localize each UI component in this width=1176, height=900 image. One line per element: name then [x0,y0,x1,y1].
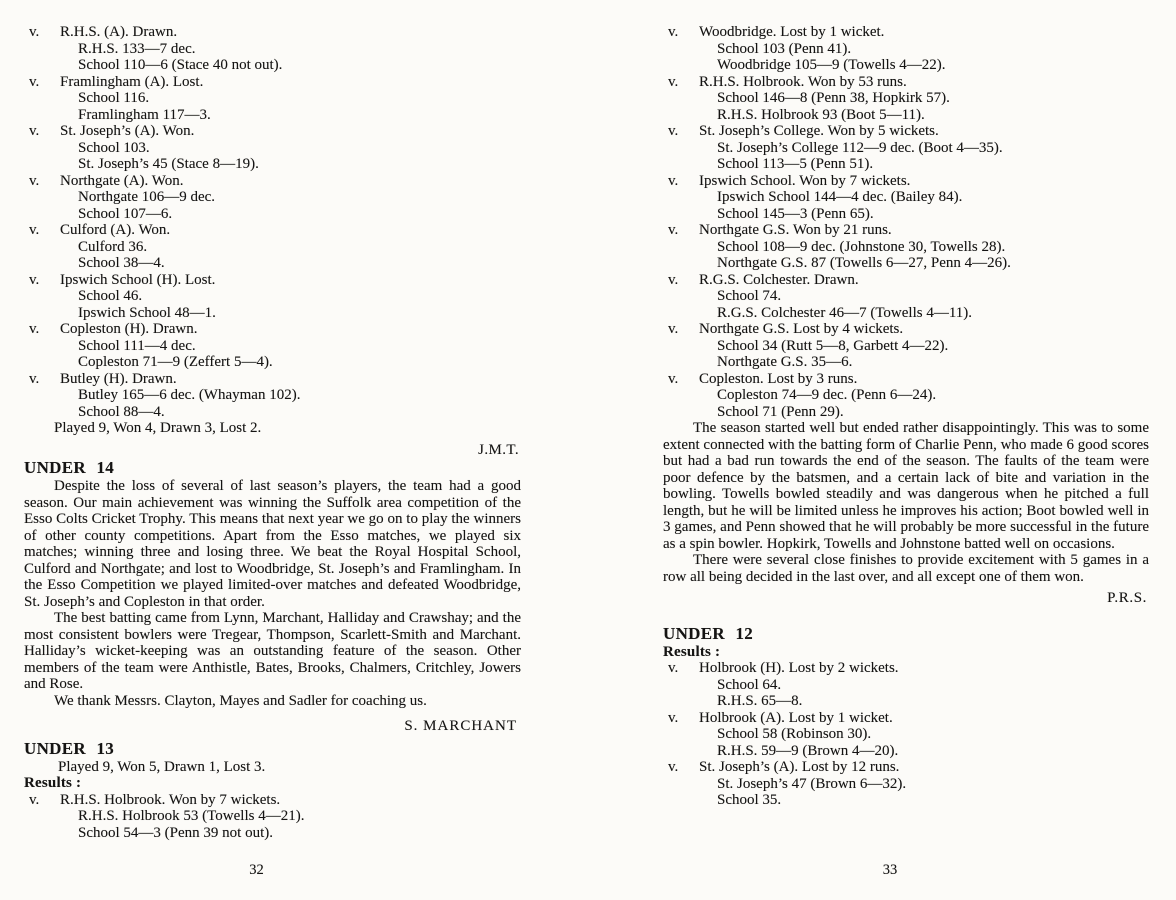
score-line: School 71 (Penn 29). [717,403,844,420]
match-result [663,74,1149,124]
match-title: Northgate (A). Won. [60,172,184,189]
versus-label: v. [668,123,679,139]
versus-label: v. [29,370,40,387]
under-13-results-label: Results : [24,775,82,791]
score-line: School 74. [717,288,782,304]
match-result [663,321,1149,371]
score-line: Butley 165—6 dec. (Whayman 102). [78,387,301,403]
under-13-results-list [24,792,521,842]
match-title: Holbrook (A). Lost by 1 wicket. [699,709,893,726]
score-line: School 111—4 dec. [78,337,196,354]
match-result [663,371,1149,421]
score-line: Ipswich School 144—4 dec. (Bailey 84). [717,189,963,205]
match-title: R.G.S. Colchester. Drawn. [699,271,859,288]
score-line: School 116. [78,90,150,106]
score-line: School 64. [717,676,782,693]
versus-label: v. [668,172,679,189]
score-line: School 146—8 (Penn 38, Hopkirk 57). [717,90,950,106]
under-13-report-paragraph-2: There were several close finishes to provide excitement with 5 games in a row all being decided in the last over, and all except one of them won. [663,552,1149,585]
first-xi-results-list [24,24,521,420]
match-result [663,24,1149,74]
match-result [24,222,521,272]
versus-label: v. [668,73,679,90]
signature-marchant: S. MARCHANT [404,718,517,734]
under-14-heading: UNDER 14 [24,458,115,477]
versus-label: v. [668,759,679,775]
score-line: School 46. [78,288,143,304]
match-result [663,710,1149,760]
page-33 [663,24,1149,900]
versus-label: v. [668,271,679,288]
score-line: Northgate 106—9 dec. [78,189,216,205]
first-xi-summary: Played 9, Won 4, Drawn 3, Lost 2. [54,420,262,436]
page-number-32: 32 [249,861,264,878]
page-32 [24,24,521,900]
versus-label: v. [29,222,40,238]
under-12-results-label: Results : [663,643,721,660]
under-14-paragraph-1: Despite the loss of several of last season’s players, the team had a good season. Our main achievement was winning the Suffolk area competition of the Esso Colts Cricket Trophy. This means that next year we go on to play the winners of other county competitions. Apart from the Esso matches, we played six matches; winning three and losing three. We beat the Royal Hospital School, Culford and Northgate; and lost to Woodbridge, St. Joseph’s and Framlingham. In the Esso Competition we played limited-over matches and defeated Woodbridge, St. Joseph’s and Copleston in that order. [24,478,521,610]
match-title: R.H.S. Holbrook. Won by 53 runs. [699,73,907,90]
score-line: Framlingham 117—3. [78,106,211,123]
versus-label: v. [668,660,679,676]
match-result [663,660,1149,710]
score-line: School 110—6 (Stace 40 not out). [78,57,283,73]
versus-label: v. [29,271,40,288]
under-14-paragraph-3: We thank Messrs. Clayton, Mayes and Sadler for coaching us. [54,692,427,709]
score-line: School 103. [78,139,150,156]
match-title: St. Joseph’s (A). Lost by 12 runs. [699,759,900,775]
score-line: Northgate G.S. 35—6. [717,354,853,370]
match-result [663,222,1149,272]
match-result [663,272,1149,322]
score-line: School 54—3 (Penn 39 not out). [78,824,273,841]
under-13-report-paragraph-1: The season started well but ended rather disappointingly. This was to some extent connected with the batting form of Charlie Penn, who made 6 good scores but had a bad run towards the end of the season. The faults of the team were poor defence by the batsmen, and a certain lack of bite and variation in the bowling. Towells bowled steadily and was dangerous when he pitched a full length, but he will be limited unless he improves his action; Boot bowled well in 3 games, and Penn showed that he will probably be more successful in the future as a spin bowler. Hopkirk, Towells and Johnstone batted well on occasions. [663,420,1149,552]
score-line: R.G.S. Colchester 46—7 (Towells 4—11). [717,304,973,321]
versus-label: v. [29,123,40,139]
match-title: Northgate G.S. Won by 21 runs. [699,222,892,238]
match-result [24,321,521,371]
match-title: Butley (H). Drawn. [60,370,177,387]
match-result [24,792,521,842]
score-line: School 107—6. [78,205,173,222]
page-number-33: 33 [882,861,898,878]
score-line: Culford 36. [78,238,148,255]
match-result [24,24,521,74]
match-title: Holbrook (H). Lost by 2 wickets. [699,660,899,676]
score-line: School 88—4. [78,403,165,420]
score-line: St. Joseph’s 45 (Stace 8—19). [78,156,259,172]
match-title: St. Joseph’s (A). Won. [60,123,195,139]
match-result [24,123,521,173]
score-line: R.H.S. Holbrook 93 (Boot 5—11). [717,106,925,123]
match-title: Woodbridge. Lost by 1 wicket. [699,24,885,40]
under-12-results-list [663,660,1149,809]
signature-prs: P.R.S. [1107,590,1147,606]
score-line: Copleston 71—9 (Zeffert 5—4). [78,354,273,370]
score-line: School 34 (Rutt 5—8, Garbett 4—22). [717,337,949,354]
under-13-heading: UNDER 13 [24,738,115,758]
match-result [24,272,521,322]
match-title: Copleston. Lost by 3 runs. [699,370,858,387]
score-line: Copleston 74—9 dec. (Penn 6—24). [717,387,937,403]
match-title: R.H.S. (A). Drawn. [60,24,178,40]
match-title: Ipswich School (H). Lost. [60,271,216,288]
versus-label: v. [29,321,40,337]
score-line: Woodbridge 105—9 (Towells 4—22). [717,57,946,73]
match-title: Framlingham (A). Lost. [60,73,204,90]
signature-jmt: J.M.T. [478,441,519,458]
versus-label: v. [668,709,679,726]
versus-label: v. [29,24,40,40]
under-13-results-list-continued [663,24,1149,420]
score-line: R.H.S. Holbrook 53 (Towells 4—21). [78,808,305,824]
match-title: Ipswich School. Won by 7 wickets. [699,172,911,189]
score-line: R.H.S. 59—9 (Brown 4—20). [717,742,899,759]
score-line: School 145—3 (Penn 65). [717,205,874,222]
versus-label: v. [668,321,679,337]
match-result [24,173,521,223]
score-line: St. Joseph’s 47 (Brown 6—32). [717,775,907,792]
score-line: Northgate G.S. 87 (Towells 6—27, Penn 4—26). [717,255,1011,271]
score-line: R.H.S. 65—8. [717,693,803,709]
versus-label: v. [29,73,40,90]
versus-label: v. [29,791,40,808]
match-title: St. Joseph’s College. Won by 5 wickets. [699,123,939,139]
score-line: School 113—5 (Penn 51). [717,156,874,172]
score-line: Ipswich School 48—1. [78,304,216,321]
match-result [24,371,521,421]
match-result [663,173,1149,223]
match-title: R.H.S. Holbrook. Won by 7 wickets. [60,791,281,808]
score-line: School 38—4. [78,255,165,271]
score-line: St. Joseph’s College 112—9 dec. (Boot 4—35). [717,139,1003,156]
score-line: School 103 (Penn 41). [717,40,852,57]
match-result [24,74,521,124]
versus-label: v. [668,24,679,40]
versus-label: v. [668,222,679,238]
match-result [663,759,1149,809]
score-line: School 58 (Robinson 30). [717,726,872,742]
match-title: Culford (A). Won. [60,222,171,238]
match-title: Northgate G.S. Lost by 4 wickets. [699,321,904,337]
versus-label: v. [668,370,679,387]
match-result [663,123,1149,173]
under-13-summary: Played 9, Won 5, Drawn 1, Lost 3. [58,758,266,775]
score-line: School 108—9 dec. (Johnstone 30, Towells 28). [717,238,1006,255]
match-title: Copleston (H). Drawn. [60,321,198,337]
score-line: R.H.S. 133—7 dec. [78,40,196,57]
under-12-heading: UNDER 12 [663,623,754,643]
score-line: School 35. [717,792,782,808]
under-14-paragraph-2: The best batting came from Lynn, Marchant, Halliday and Crawshay; and the most consistent bowlers were Tregear, Thompson, Scarlett-Smith and Marchant. Halliday’s wicket-keeping was an outstanding feature of the season. Other members of the team were Anthistle, Bates, Brooks, Chalmers, Critchley, Jowers and Rose. [24,610,521,692]
versus-label: v. [29,172,40,189]
